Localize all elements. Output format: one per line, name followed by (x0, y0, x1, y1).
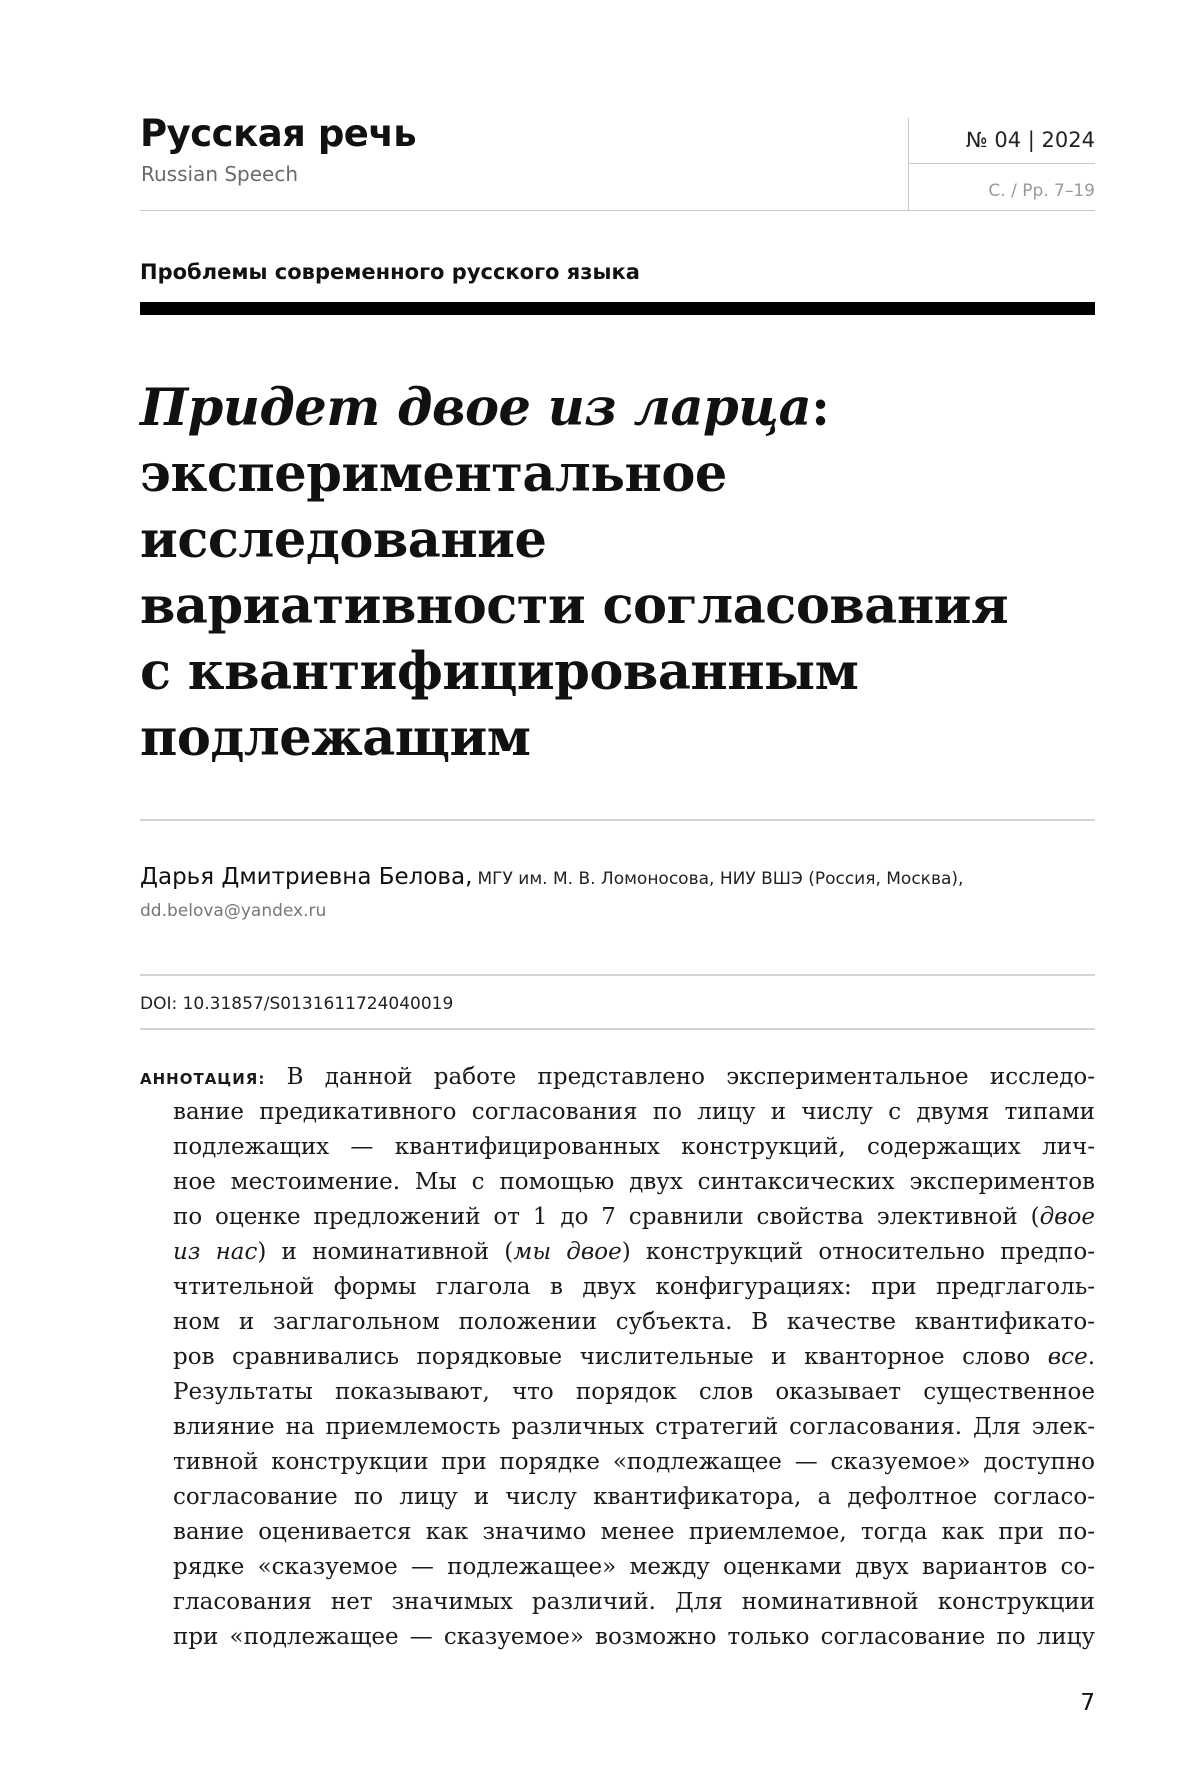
author-affiliation: МГУ им. М. В. Ломоносова, НИУ ВШЭ (Россия, Москва), (477, 869, 964, 889)
abstract-line (173, 1200, 1095, 1235)
abstract-text: . (1087, 1344, 1095, 1370)
rubric-heading: Проблемы современного русского языка (140, 260, 640, 284)
abstract-text: ) конструкций относительно предпо- (621, 1239, 1095, 1265)
title-line-6: подлежащим (140, 708, 531, 768)
journal-title: Русская речь (140, 112, 417, 155)
title-line-2: экспериментальное (140, 444, 727, 504)
abstract-line: вание оценивается как значимо менее приемлемое, тогда как при по- (173, 1519, 1095, 1545)
doi-divider-bottom (140, 1028, 1095, 1030)
title-line-3: исследование (140, 510, 547, 570)
title-line-5: с квантифицированным (140, 642, 859, 702)
header-divider (140, 210, 1095, 211)
abstract-line: рядке «сказуемое — подлежащее» между оценками двух вариантов со- (173, 1554, 1095, 1580)
author-name: Дарья Дмитриевна Белова, (140, 864, 473, 890)
header-divider-vertical (908, 118, 909, 211)
abstract-example: из нас (173, 1239, 258, 1265)
abstract-text: В данной работе представлено экспериментальное исследо- (286, 1064, 1095, 1090)
abstract-line (140, 1060, 1095, 1095)
header-divider-right (908, 163, 1095, 164)
doi[interactable]: DOI: 10.31857/S0131611724040019 (140, 994, 454, 1014)
abstract-label: АННОТАЦИЯ: (140, 1070, 266, 1088)
abstract-example: двое (1039, 1204, 1095, 1230)
page-range: С. / Pp. 7–19 (988, 181, 1095, 201)
abstract-text: ров сравнивались порядковые числительные и кванторное слово (173, 1344, 1048, 1370)
abstract-line: ном и заглагольном положении субъекта. В качестве квантификато- (173, 1309, 1095, 1335)
abstract-line: тивной конструкции при порядке «подлежащее — сказуемое» доступно (173, 1449, 1095, 1475)
abstract-text: по оценке предложений от 1 до 7 сравнили свойства элективной ( (173, 1204, 1040, 1230)
article-title (140, 375, 1100, 771)
doi-divider-top (140, 974, 1095, 976)
abstract-example: мы двое (513, 1239, 622, 1265)
abstract-line: вание предикативного согласования по лицу и числу с двумя типами (173, 1099, 1095, 1125)
title-line-1 (140, 375, 1100, 441)
abstract-line: гласования нет значимых различий. Для номинативной конструкции (173, 1589, 1095, 1615)
abstract-line: при «подлежащее — сказуемое» возможно только согласование по лицу (173, 1624, 1095, 1650)
abstract-text: ) и номинативной ( (257, 1239, 514, 1265)
title-line-4: вариативности согласования (140, 576, 1009, 636)
author-email[interactable]: dd.belova@yandex.ru (140, 901, 327, 921)
title-colon: : (811, 378, 830, 438)
abstract-example: все (1047, 1344, 1088, 1370)
author-line (140, 864, 963, 890)
abstract-line: влияние на приемлемость различных стратегий согласования. Для элек- (173, 1414, 1095, 1440)
title-italic: Придет двое из ларца (140, 378, 812, 438)
page-number: 7 (1080, 1690, 1095, 1716)
issue-number: № 04 | 2024 (965, 128, 1095, 152)
abstract-line: чтительной формы глагола в двух конфигурациях: при предглаголь- (173, 1274, 1095, 1300)
rubric-bar (140, 302, 1095, 315)
abstract-line: Результаты показывают, что порядок слов оказывает существенное (173, 1379, 1095, 1405)
abstract-line: согласование по лицу и числу квантификатора, а дефолтное согласо- (173, 1484, 1095, 1510)
abstract-line (173, 1235, 1095, 1270)
abstract-line (173, 1340, 1095, 1375)
journal-subtitle: Russian Speech (141, 162, 299, 186)
abstract-line: подлежащих — квантифицированных конструкций, содержащих лич- (173, 1134, 1095, 1160)
abstract-line: ное местоимение. Мы с помощью двух синтаксических экспериментов (173, 1169, 1095, 1195)
abstract (140, 1060, 1095, 1655)
title-divider (140, 819, 1095, 821)
